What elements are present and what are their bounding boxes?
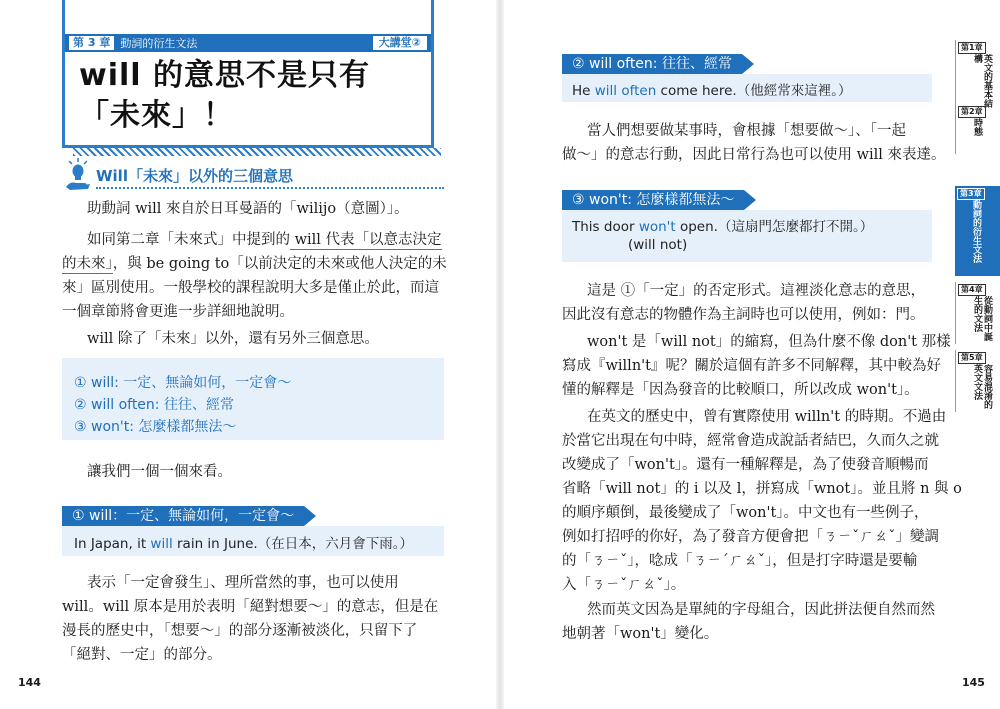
title-line-2: 「未來」！ — [79, 98, 234, 133]
paragraph-3: will 除了「未來」以外，還有另外三個意思。 — [87, 331, 379, 347]
paragraph-5-line-1: 表示「一定會發生」、理所當然的事，也可以使用 — [87, 575, 399, 591]
paragraph-2-line-1: 如同第二章「未來式」中提到的 will 代表「以意志決定 — [87, 232, 442, 248]
highlight-word: will often — [594, 83, 657, 99]
paragraph-5-line-2: will。will 原本是用於表明「絕對想要～」的意志，但是在 — [62, 599, 439, 615]
r-paragraph-5-line-1: 然而英文因為是單純的字母組合，因此拼法便自然而然 — [587, 602, 935, 618]
r-paragraph-4-line-4: 省略「will not」的 i 以及 l，拼寫成「wnot」。並且將 n 與 o — [562, 481, 962, 497]
r-paragraph-1-line-1: 當人們想要做某事時，會根據「想要做～」、「一起 — [587, 123, 906, 139]
chapter-tab-1[interactable] — [955, 40, 1000, 114]
chapter-tab-name: 時態 — [972, 118, 982, 136]
paragraph-4: 讓我們一個一個來看。 — [87, 464, 232, 480]
chapter-tab-number: 第1章 — [958, 42, 986, 54]
section-heading-text: Will「未來」以外的三個意思 — [96, 167, 293, 185]
r-paragraph-3-line-3: 懂的解釋是「因為發音的比較順口，所以改成 won't」。 — [562, 382, 919, 398]
meanings-box — [62, 358, 444, 440]
r-paragraph-2-line-1: 這是 ①「一定」的否定形式。這裡淡化意志的意思， — [587, 283, 926, 299]
chapter-title: 動詞的衍生文法 — [120, 37, 198, 50]
meaning-item: ③ won't: 怎麼樣都無法～ — [74, 419, 237, 435]
meaning-item: ① will: 一定、無論如何，一定會～ — [74, 375, 292, 391]
r-paragraph-5-line-2: 地朝著「won't」變化。 — [562, 626, 719, 642]
title-line-1: will 的意思不是只有 — [79, 58, 371, 93]
r-paragraph-4-line-1: 在英文的歷史中，曾有實際使用 willn't 的時期。不過由 — [587, 409, 947, 425]
r-paragraph-4-line-3: 改變成了「won't」。還有一種解釋是，為了使發音順暢而 — [562, 457, 929, 473]
example-1-sentence: In Japan, it will rain in June.（在日本，六月會下雨。） — [74, 536, 413, 552]
example-2-box — [562, 74, 932, 102]
chapter-tab-3[interactable] — [955, 186, 1000, 276]
paragraph-5-line-3: 漫長的歷史中，「想要～」的部分逐漸被淡化，只留下了 — [62, 623, 418, 639]
page-title — [79, 56, 370, 136]
chapter-tab-number: 第2章 — [958, 106, 986, 118]
chapter-tag: 第 3 章 — [69, 36, 114, 50]
chapter-tab-name: 動詞的衍生文法 — [971, 200, 981, 263]
paragraph-2-line-3: 來」區別使用。一般學校的課程說明大多是僅止於此，而這 — [62, 280, 439, 296]
section-heading — [62, 163, 444, 187]
page-number-left: 144 — [18, 676, 41, 689]
chapter-tab-name: 容易混淆的英文文法 — [972, 364, 992, 409]
paragraph-2-line-2: 的未來」，與 be going to「以前決定的未來或他人決定的未 — [62, 256, 447, 272]
lecture-header-box — [62, 0, 434, 148]
right-page — [500, 0, 1000, 709]
example-3-sentence: This door won't open.（這扇門怎麼都打不開。） — [572, 219, 874, 235]
highlight-word: won't — [638, 219, 676, 235]
r-paragraph-4-line-8: 入「ㄋㄧˇㄏㄠˇ」。 — [562, 577, 686, 593]
r-paragraph-1-line-2: 做～」的意志行動，因此日常行為也可以使用 will 來表達。 — [562, 147, 946, 163]
chapter-tab-5[interactable] — [955, 350, 1000, 412]
chapter-tab-4[interactable] — [955, 282, 1000, 344]
chapter-tab-2[interactable] — [955, 104, 1000, 154]
lightbulb-hand-icon — [64, 157, 92, 195]
example-1-box — [62, 526, 444, 556]
example-2-tag: ② will often: 往往、經常 — [562, 54, 742, 74]
chapter-tab-name: 英文的基本結構 — [972, 54, 992, 108]
example-2-sentence: He will often come here.（他經常來這裡。） — [572, 83, 852, 99]
chapter-tab-number: 第3章 — [957, 188, 985, 200]
r-paragraph-4-line-5: 的順序顛倒，最後變成了「won't」。中文也有一些例子， — [562, 505, 929, 521]
underlined-phrase: will 代表「以意志決定 — [290, 232, 442, 248]
paragraph-1: 助動詞 will 來自於日耳曼語的「wilijo（意圖）」。 — [87, 201, 409, 217]
chapter-tab-name: 從動詞中誕生的文法 — [972, 296, 992, 341]
example-1-tag: ① will：一定、無論如何，一定會～ — [62, 506, 304, 526]
r-paragraph-3-line-2: 寫成『willn't』呢？關於這個有許多不同解釋，其中較為好 — [562, 358, 941, 374]
paragraph-5-line-4: 「絕對、一定」的部分。 — [62, 647, 222, 663]
example-3-box — [562, 210, 932, 262]
chapter-strip — [65, 34, 431, 52]
chapter-tab-number: 第5章 — [958, 352, 986, 364]
chapter-tab-number: 第4章 — [958, 284, 986, 296]
dotted-divider — [96, 187, 444, 189]
r-paragraph-3-line-1: won't 是「will not」的縮寫，但為什麼不像 don't 那樣 — [587, 334, 951, 350]
meaning-item: ② will often: 往往、經常 — [74, 397, 234, 413]
underlined-phrase: 的未來」 — [62, 256, 113, 272]
r-paragraph-4-line-6: 例如打招呼的你好，為了發音方便會把「ㄋㄧˇㄏㄠˇ」變調 — [562, 529, 939, 545]
r-paragraph-4-line-7: 的「ㄋㄧˇ」，唸成「ㄋㄧˊㄏㄠˇ」，但是打字時還是要輸 — [562, 553, 918, 569]
lecture-tag: 大講堂② — [373, 36, 427, 50]
paragraph-2-line-4: 一個章節將會更進一步詳細地說明。 — [62, 304, 294, 320]
example-3-tag: ③ won't: 怎麼樣都無法～ — [562, 190, 744, 210]
r-paragraph-4-line-2: 於當它出現在句中時，經常會造成說話者結巴，久而久之就 — [562, 433, 939, 449]
example-3-note: (will not) — [628, 237, 688, 253]
r-paragraph-2-line-2: 因此沒有意志的物體作為主詞時也可以使用，例如：門。 — [562, 307, 925, 323]
page-number-right: 145 — [962, 676, 985, 689]
highlight-word: will — [150, 536, 173, 552]
